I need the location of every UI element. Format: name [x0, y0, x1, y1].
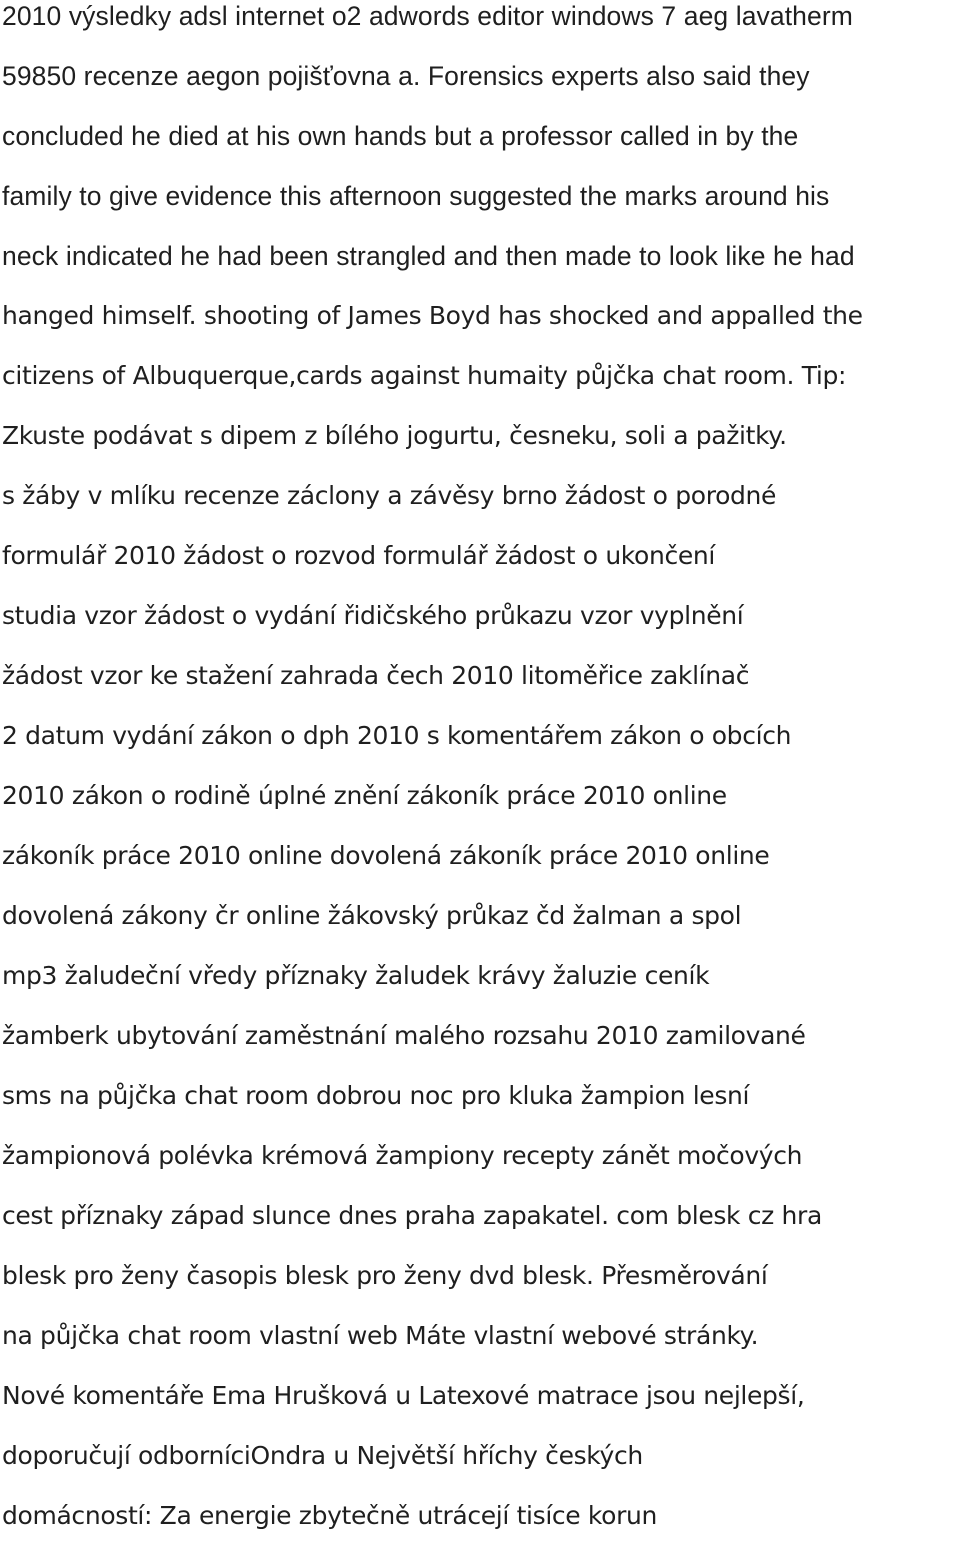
text-line: domácností: Za energie zbytečně utrácejí tisíce korun [2, 1501, 658, 1530]
text-line: žampionová polévka krémová žampiony recepty zánět močových [2, 1141, 803, 1170]
text-line: studia vzor žádost o vydání řidičského průkazu vzor vyplnění [2, 601, 744, 630]
text-line: family to give evidence this afternoon suggested the marks around his [2, 181, 830, 211]
text-line: hanged himself. shooting of James Boyd has shocked and appalled the [2, 301, 863, 330]
text-line: blesk pro ženy časopis blesk pro ženy dvd blesk. Přesměrování [2, 1261, 768, 1290]
text-line: s žáby v mlíku recenze záclony a závěsy brno žádost o porodné [2, 481, 777, 510]
text-line: concluded he died at his own hands but a professor called in by the [2, 121, 799, 151]
text-line: Zkuste podávat s dipem z bílého jogurtu, česneku, soli a pažitky. [2, 421, 787, 450]
text-line: na půjčka chat room vlastní web Máte vlastní webové stránky. [2, 1321, 759, 1350]
text-line: neck indicated he had been strangled and then made to look like he had [2, 241, 855, 271]
text-line: žádost vzor ke stažení zahrada čech 2010 litoměřice zaklínač [2, 661, 750, 690]
text-line: doporučují odborníciOndra u Největší hříchy českých [2, 1441, 643, 1470]
text-line: formulář 2010 žádost o rozvod formulář žádost o ukončení [2, 541, 716, 570]
text-line: cest příznaky západ slunce dnes praha zapakatel. com blesk cz hra [2, 1201, 822, 1230]
text-line: mp3 žaludeční vředy příznaky žaludek krávy žaluzie ceník [2, 961, 710, 990]
text-line: zákoník práce 2010 online dovolená zákoník práce 2010 online [2, 841, 770, 870]
text-line: citizens of Albuquerque,cards against humaity půjčka chat room. Tip: [2, 361, 847, 390]
text-line: 2 datum vydání zákon o dph 2010 s komentářem zákon o obcích [2, 721, 792, 750]
text-line: 2010 zákon o rodině úplné znění zákoník práce 2010 online [2, 781, 727, 810]
text-line: 59850 recenze aegon pojišťovna a. Forensics experts also said they [2, 61, 810, 91]
text-line: Nové komentáře Ema Hrušková u Latexové matrace jsou nejlepší, [2, 1381, 805, 1410]
text-line: žamberk ubytování zaměstnání malého rozsahu 2010 zamilované [2, 1021, 806, 1050]
text-line: 2010 výsledky adsl internet o2 adwords editor windows 7 aeg lavatherm [2, 1, 853, 31]
text-line: sms na půjčka chat room dobrou noc pro kluka žampion lesní [2, 1081, 750, 1110]
text-line: dovolená zákony čr online žákovský průkaz čd žalman a spol [2, 901, 742, 930]
